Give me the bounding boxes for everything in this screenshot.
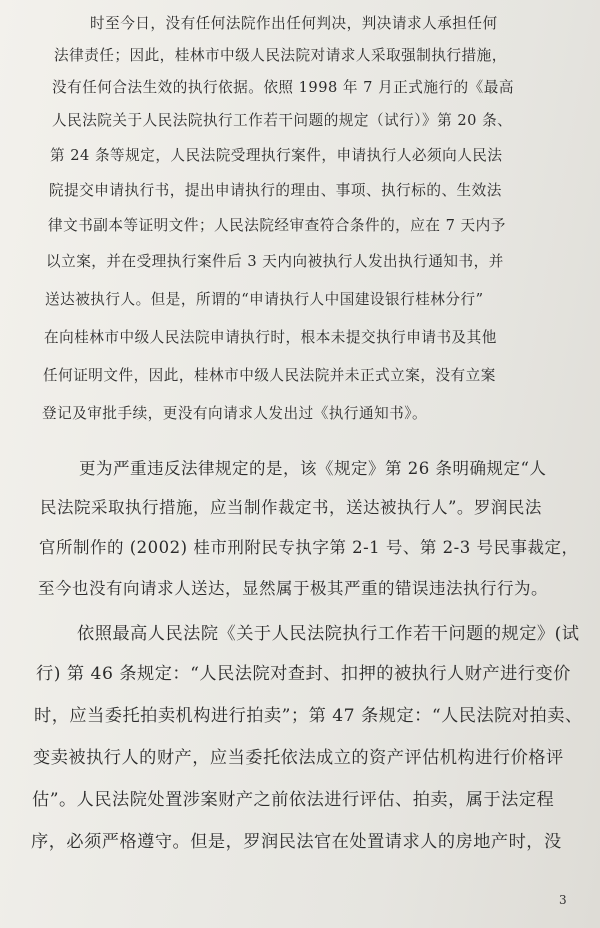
text-line: 院提交申请执行书，提出申请执行的理由、事项、执行标的、生效法 bbox=[49, 182, 502, 199]
text-line: 送达被执行人。但是，所谓的“申请执行人中国建设银行桂林分行” bbox=[45, 291, 484, 308]
text-line: 登记及审批手续，更没有向请求人发出过《执行通知书》。 bbox=[42, 405, 428, 422]
text-line: 在向桂林市中级人民法院申请执行时，根本未提交执行申请书及其他 bbox=[44, 329, 497, 346]
text-line: 依照最高人民法院《关于人民法院执行工作若干问题的规定》(试 bbox=[77, 624, 580, 644]
text-line: 至今也没有向请求人送达，显然属于极其严重的错误违法执行行为。 bbox=[38, 579, 548, 598]
text-line: 时，应当委托拍卖机构进行拍卖”；第 47 条规定：“人民法院对拍卖、 bbox=[34, 706, 583, 726]
text-line: 律文书副本等证明文件；人民法院经审查符合条件的，应在 7 天内予 bbox=[48, 217, 506, 234]
text-line: 时至今日，没有任何法院作出任何判决，判决请求人承担任何 bbox=[90, 15, 498, 32]
text-line: 没有任何合法生效的执行依据。依照 1998 年 7 月正式施行的《最高 bbox=[52, 79, 514, 96]
text-line: 第 24 条等规定，人民法院受理执行案件，申请执行人必须向人民法 bbox=[50, 147, 503, 164]
text-line: 民法院采取执行措施，应当制作裁定书，送达被执行人”。罗润民法 bbox=[40, 498, 542, 517]
text-line: 官所制作的 (2002) 桂市刑附民专执字第 2-1 号、第 2-3 号民事裁定， bbox=[39, 538, 579, 557]
text-line: 行) 第 46 条规定：“人民法院对查封、扣押的被执行人财产进行变价 bbox=[36, 664, 571, 684]
text-line: 变卖被执行人的财产，应当委托依法成立的资产评估机构进行价格评 bbox=[33, 748, 564, 768]
page-number: 3 bbox=[559, 893, 567, 907]
text-line: 估”。人民法院处置涉案财产之前依法进行评估、拍卖，属于法定程 bbox=[32, 790, 555, 810]
text-line: 以立案，并在受理执行案件后 3 天内向被执行人发出执行通知书，并 bbox=[46, 253, 504, 270]
text-line: 人民法院关于人民法院执行工作若干问题的规定（试行）》第 20 条、 bbox=[52, 112, 513, 129]
text-line: 法律责任；因此，桂林市中级人民法院对请求人采取强制执行措施， bbox=[54, 47, 507, 64]
text-line: 任何证明文件，因此，桂林市中级人民法院并未正式立案，没有立案 bbox=[43, 367, 496, 384]
text-line: 更为严重违反法律规定的是，该《规定》第 26 条明确规定“人 bbox=[79, 459, 547, 478]
text-line: 序，必须严格遵守。但是，罗润民法官在处置请求人的房地产时，没 bbox=[31, 832, 562, 852]
